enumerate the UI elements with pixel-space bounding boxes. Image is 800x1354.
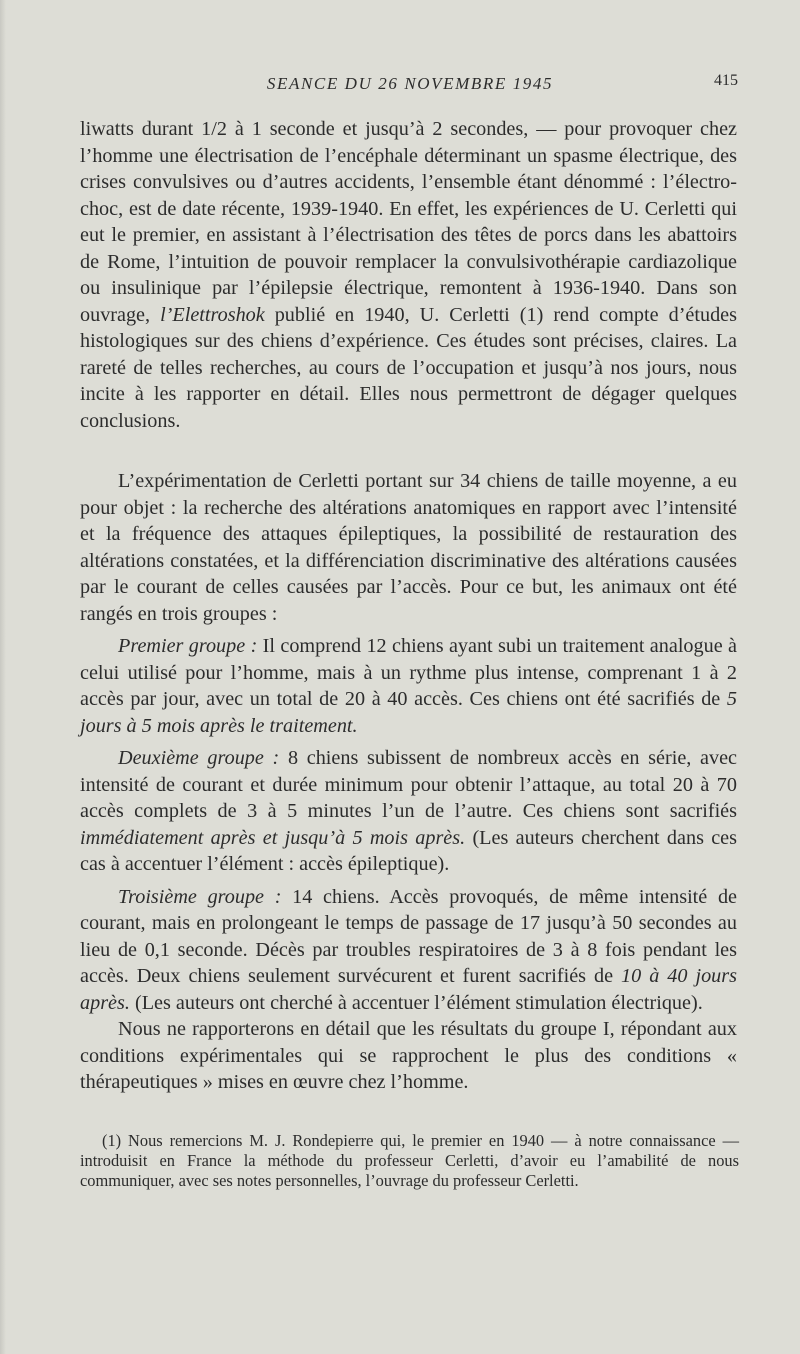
group-heading: Premier groupe : [118, 635, 258, 657]
text-run: Il comprend 12 chiens ayant subi un traitement analogue à celui utilisé pour l’homme, mais à un rythme plus intense, comprenant 1 à 2 accès par jour, avec un total de 20 à 40 accès. Ces chiens ont été sacrifiés de [80, 635, 737, 710]
page-edge-shadow [0, 0, 6, 1354]
text-run: (Les auteurs cherchent dans ces cas à accentuer l’élément : accès épileptique). [80, 826, 737, 875]
page-header [80, 70, 740, 98]
emphasis: immédiatement après et jusqu’à 5 mois après. [80, 826, 466, 849]
paragraph-group-one-focus [80, 1016, 737, 1096]
emphasis: 5 jours à 5 mois après le traitement. [80, 688, 737, 737]
main-text [80, 116, 737, 1096]
paragraph-electroshock-history [80, 116, 737, 434]
paragraph-group-one [80, 633, 737, 739]
text-run: publié en 1940, U. Cerletti (1) rend compte d’études histologiques sur des chiens d’expérience. Ces études sont précises, claires. La rareté de telles recherches, au cours de l’occupation et jusqu’à nos jours, nous incite à les rapporter en détail. Elles nous permettront de dégager quelques conclusions. [80, 303, 737, 432]
text-run: Nous ne rapporterons en détail que les résultats du groupe I, répondant aux conditions expérimentales qui se rapprochent le plus des conditions « thérapeutiques » mises en œuvre chez l’homme. [80, 1018, 737, 1093]
text-run: 8 chiens subissent de nombreux accès en série, avec intensité de courant et durée minimum pour obtenir l’attaque, au total 20 à 70 accès complets de 3 à 5 minutes l’un de l’autre. Ces chiens sont sacrifiés [80, 747, 737, 822]
book-title: l’Elettroshok [160, 303, 265, 326]
text-run: (Les auteurs ont cherché à accentuer l’élément stimulation électrique). [129, 991, 703, 1014]
footnote: (1) Nous remercions M. J. Rondepierre qui, le premier en 1940 — à notre connaissance — introduisit en France la méthode du professeur Cerletti, d’avoir eu l’amabilité de nous communiquer, avec ses notes personnelles, l’ouvrage du professeur Cerletti. [80, 1131, 739, 1190]
paragraph-group-two [80, 745, 737, 878]
text-run: 14 chiens. Accès provoqués, de même intensité de courant, mais en prolongeant le temps de passage de 17 jusqu’à 50 secondes au lieu de 0,1 seconde. Décès par troubles respiratoires de 3 à 8 fois pendant les accès. Deux chiens seulement survécurent et furent sacrifiés de [80, 885, 737, 987]
text-run: L’expérimentation de Cerletti portant sur 34 chiens de taille moyenne, a eu pour objet : la recherche des altérations anatomiques en rapport avec l’intensité et la fréquence des attaques épileptiques, la possibilité de restauration des altérations constatées, et la différenciation discriminative des altérations causées par le courant de celles causées par l’accès. Pour ce but, les animaux ont été rangés en trois groupes : [80, 470, 737, 625]
page-number: 415 [714, 72, 738, 89]
paragraph-experiment-overview [80, 468, 737, 627]
running-title: SEANCE DU 26 NOVEMBRE 1945 [266, 74, 554, 93]
paragraph-group-three [80, 884, 737, 1017]
group-heading: Deuxième groupe : [118, 747, 280, 769]
emphasis: 10 à 40 jours après. [80, 965, 737, 1014]
text-run: liwatts durant 1/2 à 1 seconde et jusqu’à 2 secondes, — pour provoquer chez l’homme une électrisation de l’encéphale déterminant un spasme électrique, des crises convulsives ou d’autres accidents, l’ensemble étant dénommé : l’électro-choc, est de date récente, 1939-1940. En effet, les expériences de U. Cerletti qui eut le premier, en assistant à l’électrisation des têtes de porcs dans les abattoirs de Rome, l’intuition de pouvoir remplacer la convulsivothérapie cardiazolique ou insulinique par l’épilepsie électrique, remontent à 1936-1940. Dans son ouvrage, [80, 118, 737, 326]
group-heading: Troisième groupe : [118, 885, 282, 908]
